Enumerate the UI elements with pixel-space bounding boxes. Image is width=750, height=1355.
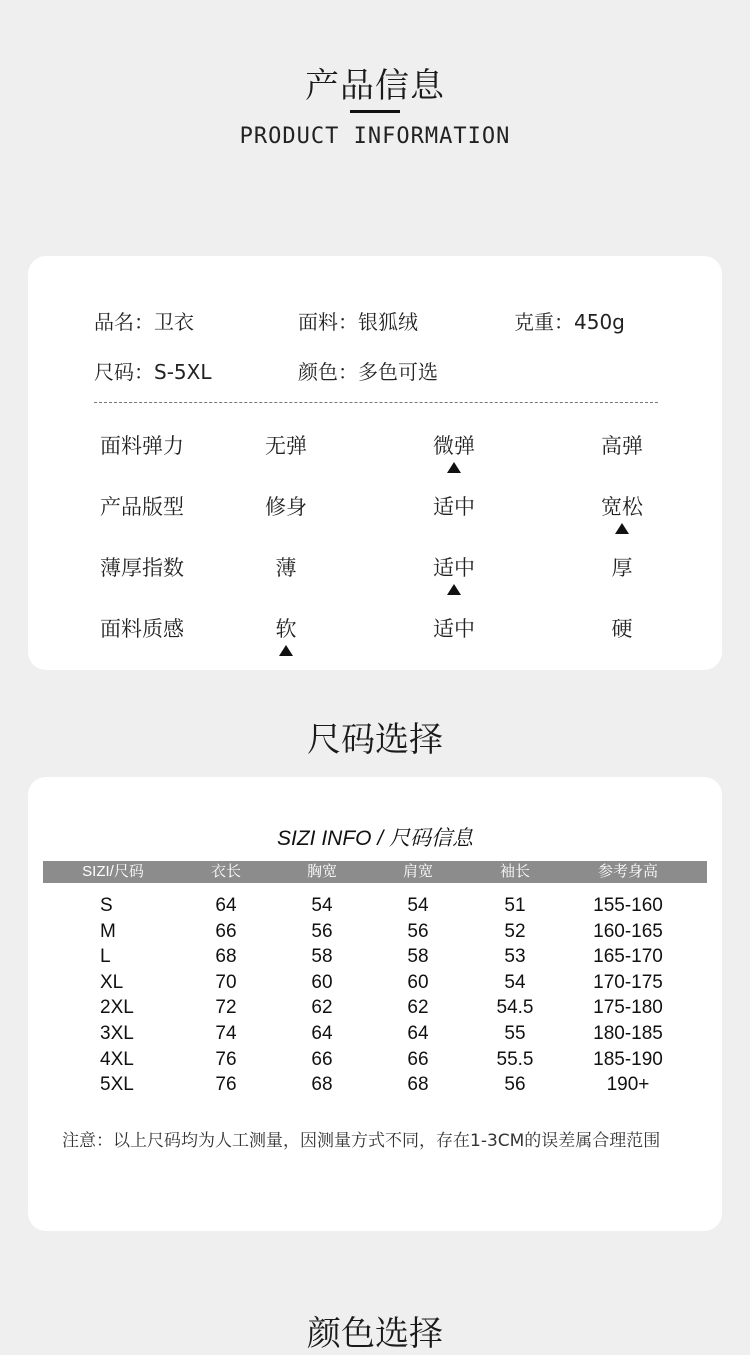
measure-cell: 60 — [407, 971, 429, 993]
attribute-label: 产品版型 — [100, 495, 184, 519]
attribute-label: 面料质感 — [100, 617, 184, 641]
attribute-option: 修身 — [265, 495, 307, 519]
size-table-title: SIZI INFO / 尺码信息 — [276, 827, 473, 850]
measure-cell: 56 — [504, 1074, 526, 1096]
measure-cell: 180-185 — [593, 1023, 663, 1044]
size-note: 注意：以上尺码均为人工测量，因测量方式不同，存在1-3CM的误差属合理范围 — [62, 1131, 661, 1151]
measure-cell: 165-170 — [593, 946, 663, 968]
measure-cell: 58 — [407, 946, 429, 968]
measure-cell: 185-190 — [593, 1048, 663, 1070]
size-cell: M — [100, 920, 116, 942]
measure-cell: 54.5 — [496, 997, 534, 1019]
attribute-option: 无弹 — [265, 434, 307, 458]
measure-cell: 76 — [215, 1048, 237, 1070]
measure-cell: 58 — [311, 946, 333, 968]
page-subtitle: PRODUCT INFORMATION — [239, 124, 511, 149]
measure-cell: 66 — [407, 1048, 429, 1070]
size-cell: XL — [100, 971, 124, 993]
attribute-option: 微弹 — [433, 434, 475, 458]
table-header-cell: SIZI/尺码 — [82, 863, 144, 880]
measure-cell: 52 — [504, 920, 526, 942]
attribute-option: 适中 — [433, 556, 475, 580]
measure-cell: 68 — [215, 946, 237, 968]
measure-cell: 190+ — [606, 1074, 650, 1096]
attribute-label: 面料弹力 — [100, 434, 184, 458]
measure-cell: 51 — [504, 895, 526, 916]
attribute-option: 硬 — [611, 617, 633, 641]
size-cell: 4XL — [100, 1048, 134, 1070]
size-section-title: 尺码选择 — [307, 720, 443, 760]
attribute-option: 适中 — [433, 495, 475, 519]
attribute-option: 软 — [275, 617, 297, 641]
spec-weight: 克重：450g — [514, 310, 625, 334]
measure-cell: 54 — [311, 895, 333, 916]
measure-cell: 56 — [311, 920, 333, 942]
table-header-cell: 肩宽 — [402, 863, 433, 880]
measure-cell: 64 — [215, 895, 237, 916]
measure-cell: 56 — [407, 920, 429, 942]
measure-cell: 55 — [504, 1023, 526, 1044]
size-cell: 3XL — [100, 1023, 134, 1044]
size-cell: 5XL — [100, 1074, 134, 1096]
measure-cell: 74 — [215, 1023, 237, 1044]
size-cell: 2XL — [100, 997, 134, 1019]
table-header-cell: 胸宽 — [306, 863, 337, 880]
table-header-cell: 参考身高 — [597, 863, 658, 880]
measure-cell: 62 — [407, 997, 429, 1019]
measure-cell: 160-165 — [593, 920, 663, 942]
table-header-cell: 袖长 — [499, 863, 530, 880]
measure-cell: 64 — [407, 1023, 429, 1044]
measure-cell: 66 — [215, 920, 237, 942]
page-title: 产品信息 — [305, 66, 445, 106]
measure-cell: 72 — [215, 997, 237, 1019]
attribute-option: 宽松 — [601, 495, 643, 519]
color-section-title: 颜色选择 — [307, 1314, 443, 1354]
selected-triangle-icon — [447, 584, 461, 595]
spec-size: 尺码：S-5XL — [94, 360, 212, 384]
measure-cell: 54 — [407, 895, 429, 916]
measure-cell: 175-180 — [593, 997, 663, 1019]
spec-color: 颜色：多色可选 — [298, 360, 438, 384]
measure-cell: 170-175 — [593, 971, 663, 993]
attribute-label: 薄厚指数 — [100, 556, 184, 580]
spec-fabric: 面料：银狐绒 — [298, 310, 418, 334]
measure-cell: 70 — [215, 971, 237, 993]
title-divider — [350, 110, 400, 113]
measure-cell: 68 — [407, 1074, 429, 1096]
spec-name: 品名：卫衣 — [94, 310, 194, 334]
measure-cell: 53 — [504, 946, 526, 968]
attribute-option: 厚 — [611, 556, 633, 580]
measure-cell: 64 — [311, 1023, 333, 1044]
size-cell: L — [100, 946, 111, 968]
selected-triangle-icon — [279, 645, 293, 656]
measure-cell: 66 — [311, 1048, 333, 1070]
measure-cell: 55.5 — [496, 1048, 534, 1070]
selected-triangle-icon — [615, 523, 629, 534]
attribute-option: 薄 — [275, 556, 297, 580]
measure-cell: 54 — [504, 971, 526, 993]
measure-cell: 60 — [311, 971, 333, 993]
table-header-cell: 衣长 — [210, 863, 241, 880]
measure-cell: 76 — [215, 1074, 237, 1096]
dashed-divider — [94, 402, 658, 403]
measure-cell: 62 — [311, 997, 333, 1019]
measure-cell: 68 — [311, 1074, 333, 1096]
selected-triangle-icon — [447, 462, 461, 473]
size-cell: S — [100, 895, 113, 916]
measure-cell: 155-160 — [593, 895, 663, 916]
attribute-option: 适中 — [433, 617, 475, 641]
attribute-option: 高弹 — [601, 434, 643, 458]
